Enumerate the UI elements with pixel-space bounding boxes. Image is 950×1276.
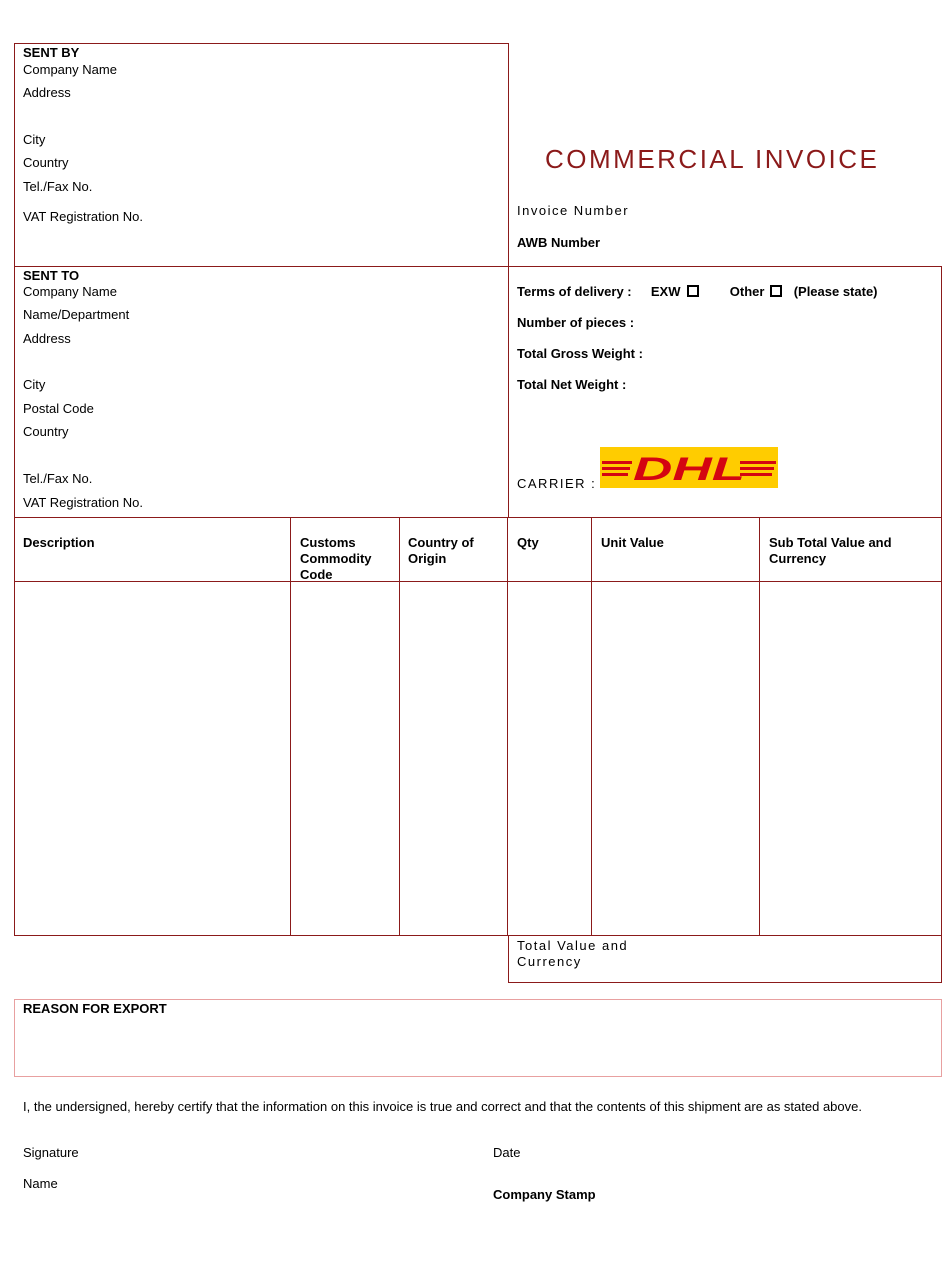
sent-to-city[interactable]: City (23, 377, 46, 392)
sent-to-tel-fax[interactable]: Tel./Fax No. (23, 471, 93, 486)
sent-to-heading: SENT TO (23, 268, 80, 283)
please-state-label: (Please state) (793, 284, 878, 299)
reason-for-export-heading: REASON FOR EXPORT (23, 1001, 167, 1016)
sent-to-postal-code[interactable]: Postal Code (23, 401, 94, 416)
column-divider (591, 517, 592, 936)
other-checkbox[interactable] (770, 285, 782, 297)
table-header-divider (14, 581, 942, 582)
column-header-qty: Qty (517, 535, 539, 550)
number-of-pieces-field[interactable]: Number of pieces : (517, 315, 635, 330)
sent-by-address[interactable]: Address (23, 85, 71, 100)
sent-by-tel-fax[interactable]: Tel./Fax No. (23, 179, 93, 194)
carrier-label: CARRIER : (517, 476, 597, 491)
column-header-description: Description (23, 535, 95, 550)
other-label: Other (729, 284, 765, 299)
sent-by-country[interactable]: Country (23, 155, 69, 170)
certification-statement: I, the undersigned, hereby certify that the information on this invoice is true and correct and that the contents of this shipment are as stated above. (23, 1099, 862, 1114)
signature-field[interactable]: Signature (23, 1145, 79, 1160)
column-header-country-of-origin: Country of Origin (408, 535, 474, 566)
sent-to-address[interactable]: Address (23, 331, 71, 346)
column-divider (507, 517, 508, 936)
total-value-label-line2: Currency (517, 954, 582, 969)
exw-label: EXW (650, 284, 681, 299)
sent-by-heading: SENT BY (23, 45, 80, 60)
exw-checkbox[interactable] (687, 285, 699, 297)
total-net-weight-field[interactable]: Total Net Weight : (517, 377, 627, 392)
sent-to-name-department[interactable]: Name/Department (23, 307, 130, 322)
dhl-logo-text: DHL (633, 451, 745, 487)
sent-by-city[interactable]: City (23, 132, 46, 147)
invoice-title: COMMERCIAL INVOICE (545, 144, 880, 174)
terms-of-delivery (517, 284, 878, 299)
column-divider (290, 517, 291, 936)
sent-by-company-name[interactable]: Company Name (23, 62, 117, 77)
company-stamp-label: Company Stamp (493, 1187, 596, 1202)
items-table (14, 517, 942, 936)
column-header-commodity-code: Customs Commodity Code (300, 535, 372, 582)
column-divider (399, 517, 400, 936)
sent-to-company-name[interactable]: Company Name (23, 284, 117, 299)
sent-by-vat[interactable]: VAT Registration No. (23, 209, 143, 224)
dhl-logo-graphic (600, 447, 778, 488)
awb-number-field[interactable]: AWB Number (517, 235, 601, 250)
date-field[interactable]: Date (493, 1145, 521, 1160)
total-value-label-line1: Total Value and (517, 938, 629, 953)
dhl-logo (600, 447, 778, 488)
terms-of-delivery-label: Terms of delivery : (517, 284, 632, 299)
column-divider (759, 517, 760, 936)
sent-to-vat[interactable]: VAT Registration No. (23, 495, 143, 510)
total-gross-weight-field[interactable]: Total Gross Weight : (517, 346, 643, 361)
column-header-sub-total: Sub Total Value and Currency (769, 535, 892, 566)
invoice-number-field[interactable]: Invoice Number (517, 203, 630, 218)
name-field[interactable]: Name (23, 1176, 58, 1191)
column-header-unit-value: Unit Value (601, 535, 664, 550)
sent-to-country[interactable]: Country (23, 424, 69, 439)
